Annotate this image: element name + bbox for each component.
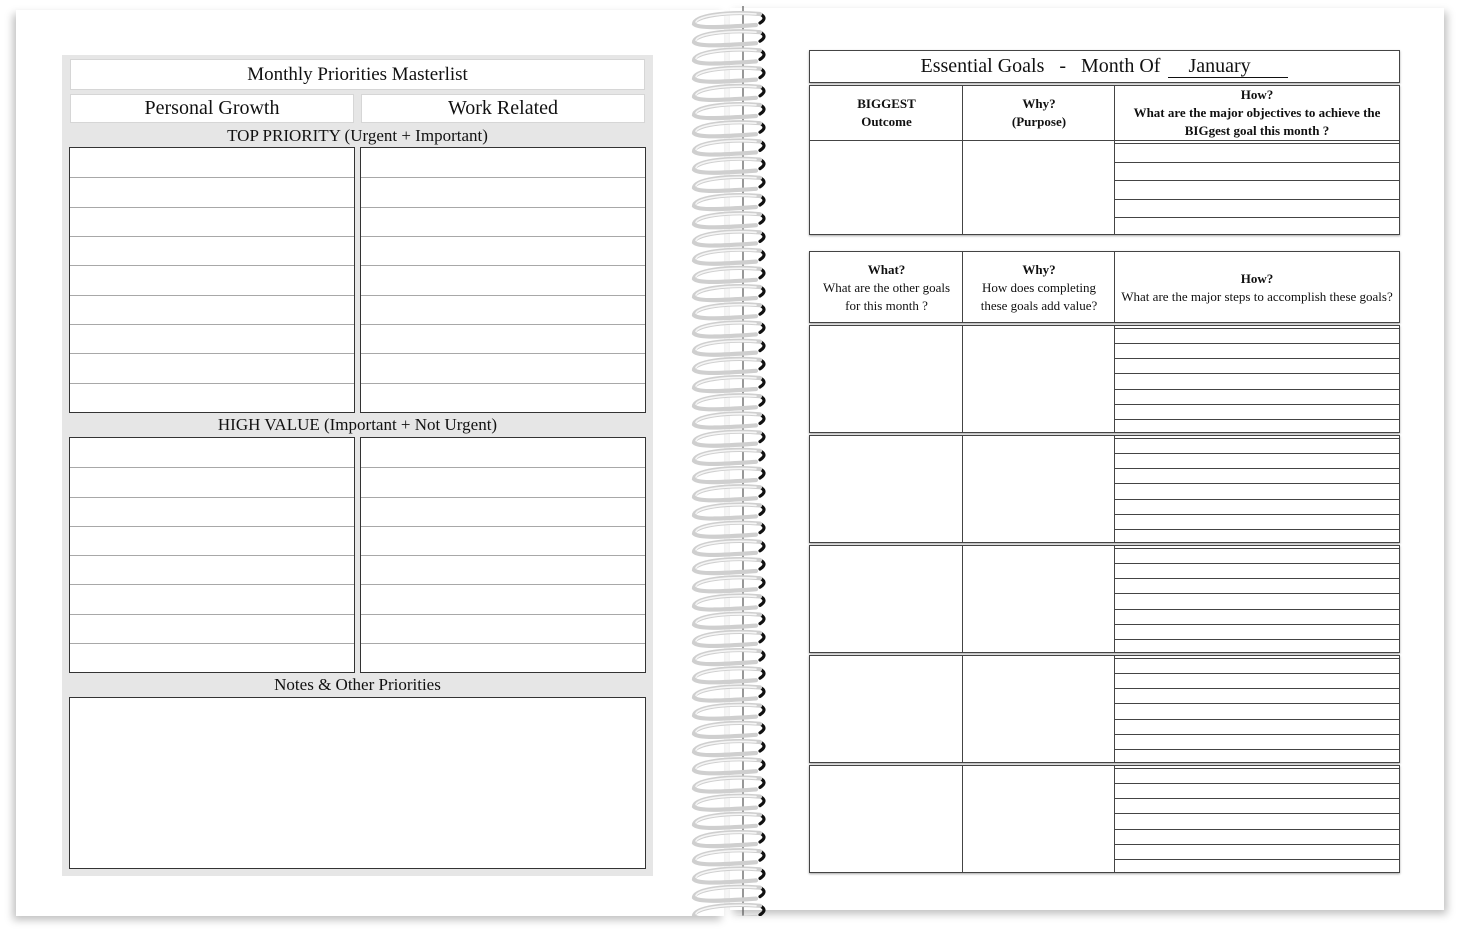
ruled-line xyxy=(70,526,354,527)
other-header-how-sub: What are the major steps to accomplish these goals? xyxy=(1121,289,1393,304)
how-ruled-line xyxy=(1115,419,1399,420)
how-ruled-line xyxy=(1115,373,1399,374)
how-ruled-line xyxy=(1115,673,1399,674)
high-value-personal-box[interactable] xyxy=(69,437,355,673)
ruled-line xyxy=(70,295,354,296)
spiral-coil xyxy=(694,596,764,610)
ruled-line xyxy=(361,324,645,325)
spiral-coil xyxy=(694,559,764,573)
ruled-line xyxy=(70,207,354,208)
spiral-coil xyxy=(694,778,764,792)
how-ruled-line xyxy=(1115,514,1399,515)
spiral-coil xyxy=(694,177,764,191)
how-ruled-line xyxy=(1115,162,1399,163)
spiral-coil xyxy=(694,159,764,173)
how-ruled-line xyxy=(1115,389,1399,390)
goal-cell-why[interactable] xyxy=(963,766,1115,872)
notes-label: Notes & Other Priorities xyxy=(274,675,441,694)
biggest-header-why-title: Why? xyxy=(1022,96,1056,111)
spiral-binding xyxy=(686,6,776,916)
how-ruled-line xyxy=(1115,719,1399,720)
spiral-coil xyxy=(694,213,764,227)
how-ruled-line xyxy=(1115,453,1399,454)
spiral-coil xyxy=(694,814,764,828)
spiral-coil xyxy=(694,668,764,682)
ruled-line xyxy=(70,643,354,644)
ruled-line xyxy=(361,497,645,498)
spiral-coil xyxy=(694,432,764,446)
ruled-line xyxy=(70,584,354,585)
spiral-coil xyxy=(694,759,764,773)
how-ruled-line xyxy=(1115,180,1399,181)
ruled-line xyxy=(361,353,645,354)
spiral-coil xyxy=(694,796,764,810)
ruled-line xyxy=(361,555,645,556)
ruled-line xyxy=(70,383,354,384)
biggest-header-outcome-sub: Outcome xyxy=(861,114,912,129)
other-header-why-title: Why? xyxy=(1022,262,1056,277)
how-ruled-line xyxy=(1115,768,1399,769)
spiral-coil xyxy=(694,268,764,282)
biggest-header-why-sub: (Purpose) xyxy=(1011,114,1067,129)
other-header-what xyxy=(810,252,963,324)
goal-cell-why[interactable] xyxy=(963,546,1115,652)
how-ruled-line xyxy=(1115,859,1399,860)
biggest-header-how-sub: What are the major objectives to achieve the BIGgest goal this month ? xyxy=(1133,105,1381,138)
ruled-line xyxy=(70,236,354,237)
page-title-text: Monthly Priorities Masterlist xyxy=(247,63,468,85)
goal-row[interactable] xyxy=(809,435,1400,543)
spiral-coil xyxy=(694,450,764,464)
spiral-coil xyxy=(694,905,764,916)
ruled-line xyxy=(70,177,354,178)
spiral-coil xyxy=(694,850,764,864)
spiral-coil xyxy=(694,286,764,300)
spiral-coil xyxy=(694,687,764,701)
how-ruled-line xyxy=(1115,593,1399,594)
ruled-line xyxy=(361,467,645,468)
how-ruled-line xyxy=(1115,199,1399,200)
biggest-header-divider xyxy=(810,140,1399,141)
how-ruled-line xyxy=(1115,483,1399,484)
spiral-coil xyxy=(694,122,764,136)
spiral-coil xyxy=(694,323,764,337)
high-value-work-box[interactable] xyxy=(360,437,646,673)
spiral-coil xyxy=(694,505,764,519)
how-ruled-line xyxy=(1115,609,1399,610)
biggest-header-outcome xyxy=(810,86,963,140)
page-title xyxy=(70,59,645,90)
spiral-coil xyxy=(694,31,764,45)
how-ruled-line xyxy=(1115,578,1399,579)
how-ruled-line xyxy=(1115,734,1399,735)
spiral-coil xyxy=(694,341,764,355)
top-priority-label: TOP PRIORITY (Urgent + Important) xyxy=(227,126,488,145)
ruled-line xyxy=(361,236,645,237)
column-header-personal-text: Personal Growth xyxy=(144,97,280,119)
how-ruled-line xyxy=(1115,688,1399,689)
ruled-line xyxy=(70,324,354,325)
how-ruled-line xyxy=(1115,328,1399,329)
other-header-how xyxy=(1115,252,1399,324)
spiral-coil xyxy=(694,832,764,846)
goal-cell-what[interactable] xyxy=(810,436,963,542)
ruled-line xyxy=(70,614,354,615)
ruled-line xyxy=(361,643,645,644)
goal-cell-why[interactable] xyxy=(963,326,1115,432)
column-header-work xyxy=(361,94,645,123)
how-ruled-line xyxy=(1115,829,1399,830)
spiral-coil xyxy=(694,232,764,246)
ruled-line xyxy=(361,614,645,615)
how-ruled-line xyxy=(1115,404,1399,405)
how-ruled-line xyxy=(1115,499,1399,500)
how-ruled-line xyxy=(1115,624,1399,625)
ruled-line xyxy=(70,353,354,354)
spiral-coil xyxy=(694,195,764,209)
other-goals-header xyxy=(809,251,1400,323)
spiral-coil xyxy=(694,887,764,901)
ruled-line xyxy=(70,265,354,266)
goal-cell-what[interactable] xyxy=(810,656,963,762)
spiral-coil xyxy=(694,141,764,155)
how-ruled-line xyxy=(1115,563,1399,564)
how-ruled-line xyxy=(1115,438,1399,439)
goal-cell-what[interactable] xyxy=(810,766,963,872)
ruled-line xyxy=(361,526,645,527)
ruled-line xyxy=(361,207,645,208)
goals-title-bar xyxy=(809,50,1400,83)
goal-cell-why[interactable] xyxy=(963,436,1115,542)
spiral-coil xyxy=(694,377,764,391)
spiral-coil xyxy=(694,632,764,646)
ruled-line xyxy=(361,177,645,178)
biggest-goal-block xyxy=(809,85,1400,235)
other-header-why-sub: How does completing these goals add value? xyxy=(980,280,1098,313)
how-ruled-line xyxy=(1115,658,1399,659)
spiral-coil xyxy=(694,468,764,482)
goals-title xyxy=(810,51,1399,82)
ruled-line xyxy=(70,467,354,468)
how-ruled-line xyxy=(1115,813,1399,814)
goal-cell-what[interactable] xyxy=(810,546,963,652)
column-header-personal xyxy=(70,94,354,123)
other-header-what-sub: What are the other goals for this month ? xyxy=(822,280,951,313)
other-header-what-title: What? xyxy=(867,262,906,277)
biggest-header-why xyxy=(963,86,1115,140)
how-ruled-line xyxy=(1115,143,1399,144)
how-ruled-line xyxy=(1115,468,1399,469)
ruled-line xyxy=(361,265,645,266)
goal-row[interactable] xyxy=(809,765,1400,873)
spiral-coil xyxy=(694,650,764,664)
spiral-coil xyxy=(694,250,764,264)
biggest-header-how-title: How? xyxy=(1240,87,1274,102)
spiral-coil xyxy=(694,486,764,500)
how-ruled-line xyxy=(1115,358,1399,359)
spiral-coil xyxy=(694,359,764,373)
top-priority-personal-box[interactable] xyxy=(69,147,355,413)
biggest-header-outcome-title: BIGGEST xyxy=(857,96,916,111)
other-header-why xyxy=(963,252,1115,324)
spiral-coil xyxy=(694,541,764,555)
goal-row[interactable] xyxy=(809,655,1400,763)
spiral-coil xyxy=(694,304,764,318)
spiral-coil xyxy=(694,86,764,100)
priorities-panel xyxy=(62,55,653,876)
month-field[interactable]: January xyxy=(1168,55,1288,78)
spiral-coil xyxy=(694,395,764,409)
how-ruled-line xyxy=(1115,844,1399,845)
spiral-coil xyxy=(694,104,764,118)
goals-title-prefix: Essential Goals - Month Of xyxy=(920,55,1161,77)
biggest-header-how xyxy=(1115,86,1399,140)
how-ruled-line xyxy=(1115,639,1399,640)
how-ruled-line xyxy=(1115,343,1399,344)
ruled-line xyxy=(70,555,354,556)
spiral-coil xyxy=(694,705,764,719)
goal-cell-what[interactable] xyxy=(810,326,963,432)
ruled-line xyxy=(361,383,645,384)
ruled-line xyxy=(70,497,354,498)
top-priority-work-box[interactable] xyxy=(360,147,646,413)
how-ruled-line xyxy=(1115,798,1399,799)
goal-row[interactable] xyxy=(809,545,1400,653)
spiral-coil xyxy=(694,523,764,537)
spiral-coil xyxy=(694,50,764,64)
spiral-coil xyxy=(694,414,764,428)
spiral-coil xyxy=(694,13,764,27)
goal-row[interactable] xyxy=(809,325,1400,433)
spiral-coil xyxy=(694,741,764,755)
how-ruled-line xyxy=(1115,703,1399,704)
spiral-coil xyxy=(694,869,764,883)
how-ruled-line xyxy=(1115,217,1399,218)
other-header-how-title: How? xyxy=(1240,271,1274,286)
high-value-label: HIGH VALUE (Important + Not Urgent) xyxy=(217,415,498,434)
how-ruled-line xyxy=(1115,548,1399,549)
ruled-line xyxy=(361,295,645,296)
how-ruled-line xyxy=(1115,749,1399,750)
notes-box[interactable] xyxy=(69,697,646,869)
ruled-line xyxy=(361,584,645,585)
how-ruled-line xyxy=(1115,783,1399,784)
spiral-coil xyxy=(694,723,764,737)
spiral-coil xyxy=(694,614,764,628)
spiral-coil xyxy=(694,577,764,591)
column-header-work-text: Work Related xyxy=(447,97,559,119)
goal-cell-why[interactable] xyxy=(963,656,1115,762)
spiral-coil xyxy=(694,68,764,82)
how-ruled-line xyxy=(1115,529,1399,530)
